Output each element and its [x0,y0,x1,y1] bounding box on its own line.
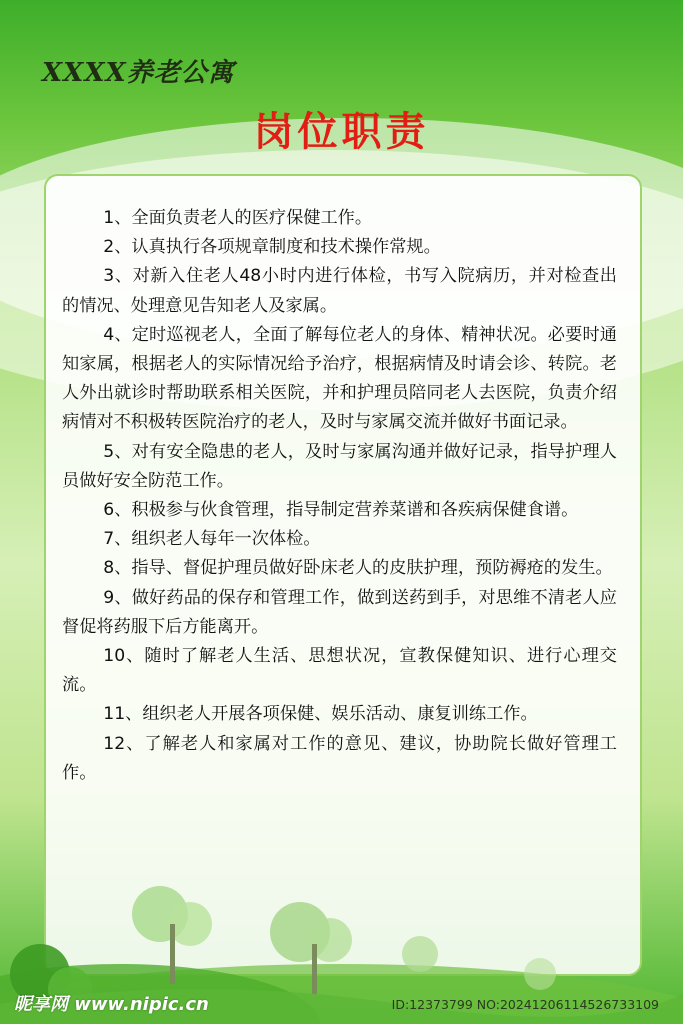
duty-item: 11、组织老人开展各项保健、娱乐活动、康复训练工作。 [103,704,538,725]
page-title: 岗位职责 [253,109,430,155]
duties-list [62,204,617,788]
watermark-id-text: ID:12373799 NO:20241206114526733109 [391,997,659,1012]
duty-item: 10、随时了解老人生活、思想状况，宣教保健知识、进行心理交流。 [62,646,617,696]
duty-item: 1、全面负责老人的医疗保健工作。 [103,208,373,228]
duty-item: 12、了解老人和家属对工作的意见、建议，协助院长做好管理工作。 [62,733,617,783]
duty-item: 8、指导、督促护理员做好卧床老人的皮肤护理，预防褥疮的发生。 [103,558,613,579]
duty-item: 7、组织老人每年一次体检。 [103,529,321,550]
duty-item: 3、对新入住老人48小时内进行体检，书写入院病历，并对检查出的情况、处理意见告知老人及家属。 [62,266,617,316]
duty-item: 2、认真执行各项规章制度和技术操作常规。 [103,237,441,258]
duty-item: 5、对有安全隐患的老人，及时与家属沟通并做好记录，指导护理人员做好安全防范工作。 [62,441,617,491]
watermark-site-logo: 昵享网 www.nipic.cn [14,994,209,1015]
duty-item: 6、积极参与伙食管理，指导制定营养菜谱和各疾病保健食谱。 [103,500,579,521]
duty-item: 4、定时巡视老人，全面了解每位老人的身体、精神状况。必要时通知家属，根据老人的实际情况给予治疗，根据病情及时请会诊、转院。老人外出就诊时帮助联系相关医院，并和护理员陪同老人去医院，负责介绍病情对不积极转医院治疗的老人，及时与家属交流并做好书面记录。 [62,324,617,433]
organization-name: XXXX养老公寓 [42,58,235,88]
duty-item: 9、做好药品的保存和管理工作，做到送药到手，对思维不清老人应督促将药服下后方能离开。 [62,587,617,637]
